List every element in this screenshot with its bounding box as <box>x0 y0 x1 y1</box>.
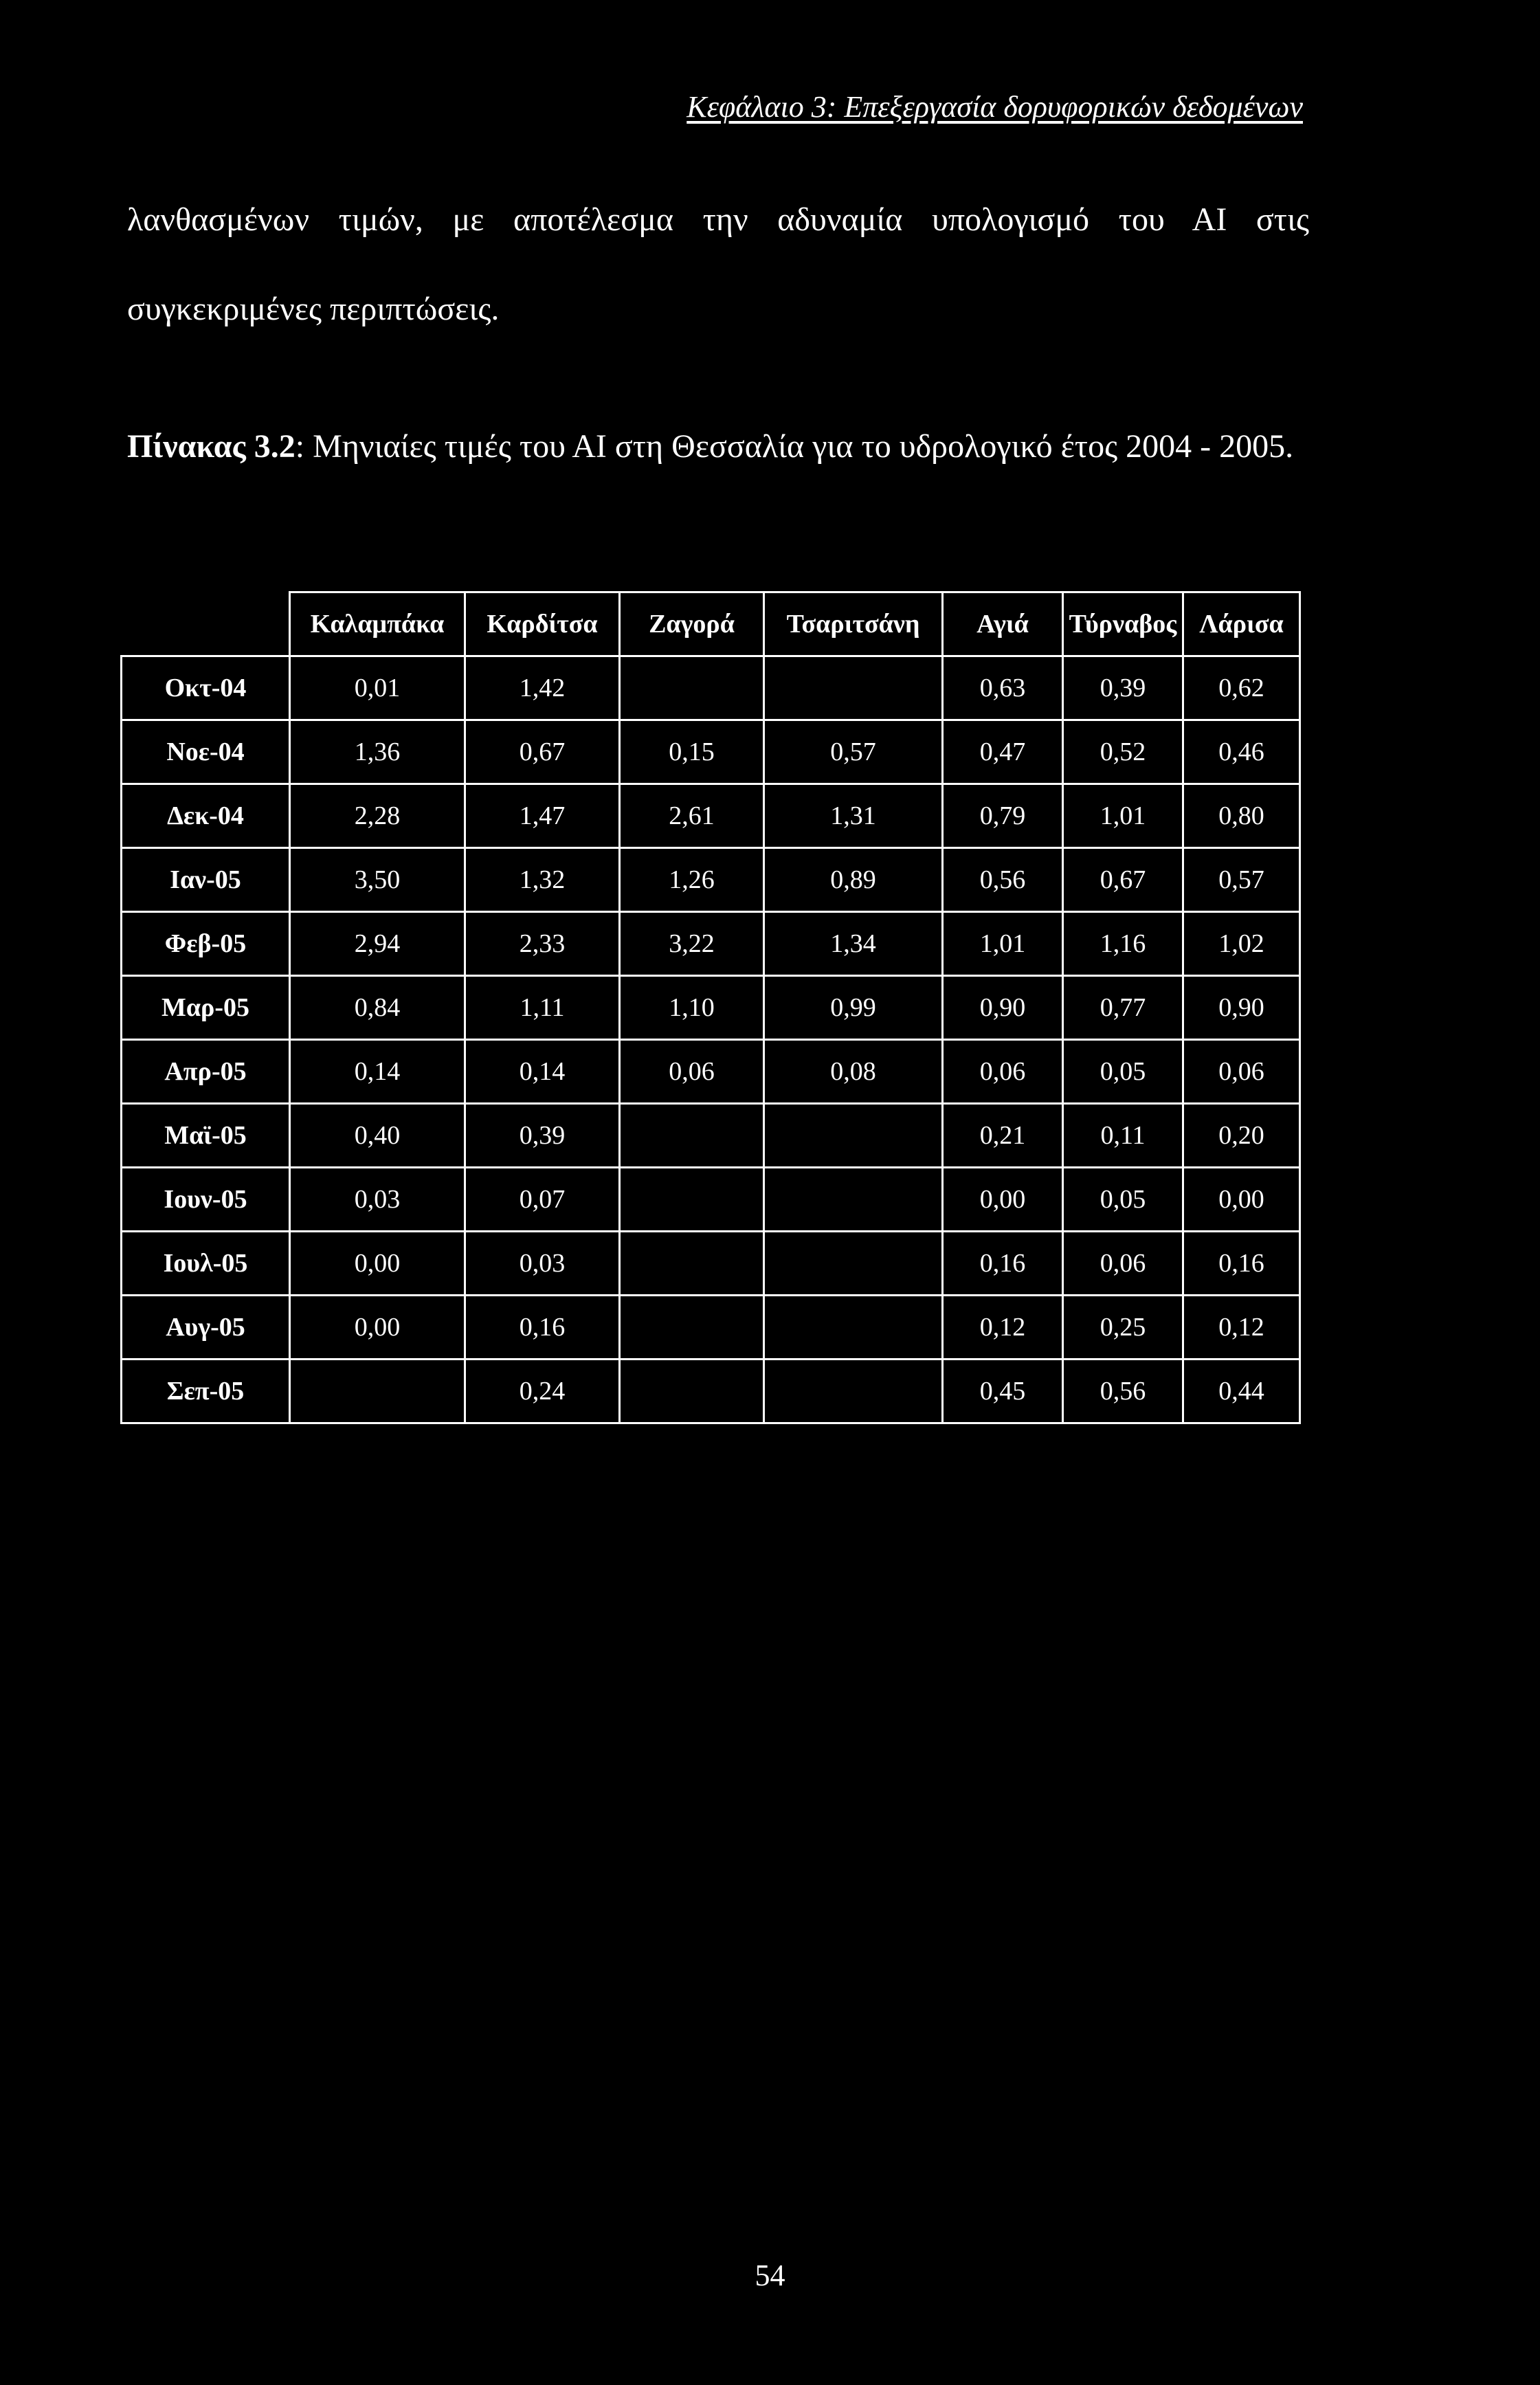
table-cell: 2,33 <box>465 912 620 976</box>
table-cell: 0,46 <box>1183 720 1300 784</box>
table-cell <box>620 1360 764 1423</box>
table-cell: 0,07 <box>465 1168 620 1232</box>
table-cell <box>620 656 764 720</box>
table-cell <box>620 1168 764 1232</box>
table-cell: 0,06 <box>620 1040 764 1104</box>
table-cell: 0,90 <box>1183 976 1300 1040</box>
table-corner-cell <box>122 592 290 656</box>
table-caption-text: : Μηνιαίες τιμές του ΑΙ στη Θεσσαλία για το υδρολογικό έτος 2004 - 2005. <box>295 428 1294 465</box>
table-cell: 0,57 <box>1183 848 1300 912</box>
row-header-month: Μαϊ-05 <box>122 1104 290 1168</box>
table-cell: 0,62 <box>1183 656 1300 720</box>
table-cell: 0,16 <box>943 1232 1063 1296</box>
table-cell: 0,63 <box>943 656 1063 720</box>
table-cell: 0,79 <box>943 784 1063 848</box>
table-cell: 0,99 <box>764 976 943 1040</box>
table-cell: 0,03 <box>465 1232 620 1296</box>
table-cell: 3,50 <box>290 848 465 912</box>
table-cell <box>764 1296 943 1360</box>
row-header-month: Ιουλ-05 <box>122 1232 290 1296</box>
table-cell <box>290 1360 465 1423</box>
row-header-month: Ιουν-05 <box>122 1168 290 1232</box>
table-row <box>122 1232 1300 1296</box>
table-cell: 3,22 <box>620 912 764 976</box>
table-cell: 0,67 <box>1063 848 1183 912</box>
table-cell: 0,44 <box>1183 1360 1300 1423</box>
table-cell: 1,31 <box>764 784 943 848</box>
table-cell <box>764 1232 943 1296</box>
table-cell: 0,52 <box>1063 720 1183 784</box>
row-header-month: Οκτ-04 <box>122 656 290 720</box>
column-header: Καλαμπάκα <box>290 592 465 656</box>
table-cell: 0,89 <box>764 848 943 912</box>
table-cell: 0,21 <box>943 1104 1063 1168</box>
table-cell: 0,06 <box>1183 1040 1300 1104</box>
table-cell: 1,01 <box>1063 784 1183 848</box>
row-header-month: Νοε-04 <box>122 720 290 784</box>
table-cell: 0,40 <box>290 1104 465 1168</box>
table-row <box>122 1168 1300 1232</box>
row-header-month: Δεκ-04 <box>122 784 290 848</box>
column-header: Τσαριτσάνη <box>764 592 943 656</box>
column-header: Αγιά <box>943 592 1063 656</box>
table-cell: 0,12 <box>943 1296 1063 1360</box>
table-cell: 0,25 <box>1063 1296 1183 1360</box>
table-cell <box>764 1168 943 1232</box>
column-header: Λάρισα <box>1183 592 1300 656</box>
table-cell: 0,57 <box>764 720 943 784</box>
table-cell: 1,01 <box>943 912 1063 976</box>
table-row <box>122 1296 1300 1360</box>
table-cell: 0,06 <box>1063 1232 1183 1296</box>
table-cell <box>764 1104 943 1168</box>
table-row <box>122 1040 1300 1104</box>
table-cell: 0,16 <box>465 1296 620 1360</box>
table-cell: 0,80 <box>1183 784 1300 848</box>
table-row <box>122 1104 1300 1168</box>
table-cell: 0,24 <box>465 1360 620 1423</box>
ai-values-table <box>120 591 1301 1424</box>
table-row <box>122 1360 1300 1423</box>
table-cell: 0,39 <box>1063 656 1183 720</box>
table-cell: 1,10 <box>620 976 764 1040</box>
table-cell: 1,42 <box>465 656 620 720</box>
table-row <box>122 720 1300 784</box>
table-cell: 0,12 <box>1183 1296 1300 1360</box>
table-cell: 0,06 <box>943 1040 1063 1104</box>
table-row <box>122 848 1300 912</box>
table-cell: 0,00 <box>290 1296 465 1360</box>
table-cell <box>764 656 943 720</box>
table-cell: 0,00 <box>290 1232 465 1296</box>
table-cell: 2,28 <box>290 784 465 848</box>
table-cell: 0,01 <box>290 656 465 720</box>
table-cell: 1,32 <box>465 848 620 912</box>
table-row <box>122 656 1300 720</box>
table-cell: 0,90 <box>943 976 1063 1040</box>
table-caption <box>127 402 1309 491</box>
row-header-month: Απρ-05 <box>122 1040 290 1104</box>
table-cell: 1,26 <box>620 848 764 912</box>
table-row <box>122 784 1300 848</box>
table-cell: 0,47 <box>943 720 1063 784</box>
table-cell <box>620 1104 764 1168</box>
table-cell: 0,77 <box>1063 976 1183 1040</box>
table-cell: 0,20 <box>1183 1104 1300 1168</box>
column-header: Ζαγορά <box>620 592 764 656</box>
table-cell: 1,36 <box>290 720 465 784</box>
table-cell <box>620 1296 764 1360</box>
chapter-header: Κεφάλαιο 3: Επεξεργασία δορυφορικών δεδομένων <box>687 90 1303 124</box>
table-cell: 0,00 <box>1183 1168 1300 1232</box>
table-cell: 1,11 <box>465 976 620 1040</box>
table-cell: 2,61 <box>620 784 764 848</box>
table-cell <box>620 1232 764 1296</box>
table-cell: 1,47 <box>465 784 620 848</box>
table-cell: 0,56 <box>1063 1360 1183 1423</box>
table-row <box>122 912 1300 976</box>
table-cell: 0,15 <box>620 720 764 784</box>
table-cell: 0,56 <box>943 848 1063 912</box>
table-cell: 0,05 <box>1063 1168 1183 1232</box>
table-cell: 1,16 <box>1063 912 1183 976</box>
page-number: 54 <box>755 2259 785 2292</box>
table-cell <box>764 1360 943 1423</box>
row-header-month: Ιαν-05 <box>122 848 290 912</box>
body-paragraph: λανθασμένων τιμών, με αποτέλεσμα την αδυναμία υπολογισμό του ΑΙ στις συγκεκριμένες περιπτώσεις. <box>127 201 1309 327</box>
table-cell: 0,45 <box>943 1360 1063 1423</box>
table-cell: 0,16 <box>1183 1232 1300 1296</box>
table-cell: 0,39 <box>465 1104 620 1168</box>
table-header-row <box>122 592 1300 656</box>
table-cell: 0,00 <box>943 1168 1063 1232</box>
column-header: Τύρναβος <box>1063 592 1183 656</box>
column-header: Καρδίτσα <box>465 592 620 656</box>
row-header-month: Φεβ-05 <box>122 912 290 976</box>
table-cell: 1,34 <box>764 912 943 976</box>
table-cell: 0,14 <box>465 1040 620 1104</box>
table-cell: 1,02 <box>1183 912 1300 976</box>
row-header-month: Σεπ-05 <box>122 1360 290 1423</box>
row-header-month: Αυγ-05 <box>122 1296 290 1360</box>
table-cell: 0,05 <box>1063 1040 1183 1104</box>
table-cell: 0,14 <box>290 1040 465 1104</box>
table-cell: 0,67 <box>465 720 620 784</box>
table-cell: 0,03 <box>290 1168 465 1232</box>
table-row <box>122 976 1300 1040</box>
row-header-month: Μαρ-05 <box>122 976 290 1040</box>
table-cell: 2,94 <box>290 912 465 976</box>
table-cell: 0,11 <box>1063 1104 1183 1168</box>
table-caption-label: Πίνακας 3.2 <box>127 428 295 465</box>
table-cell: 0,08 <box>764 1040 943 1104</box>
table-cell: 0,84 <box>290 976 465 1040</box>
